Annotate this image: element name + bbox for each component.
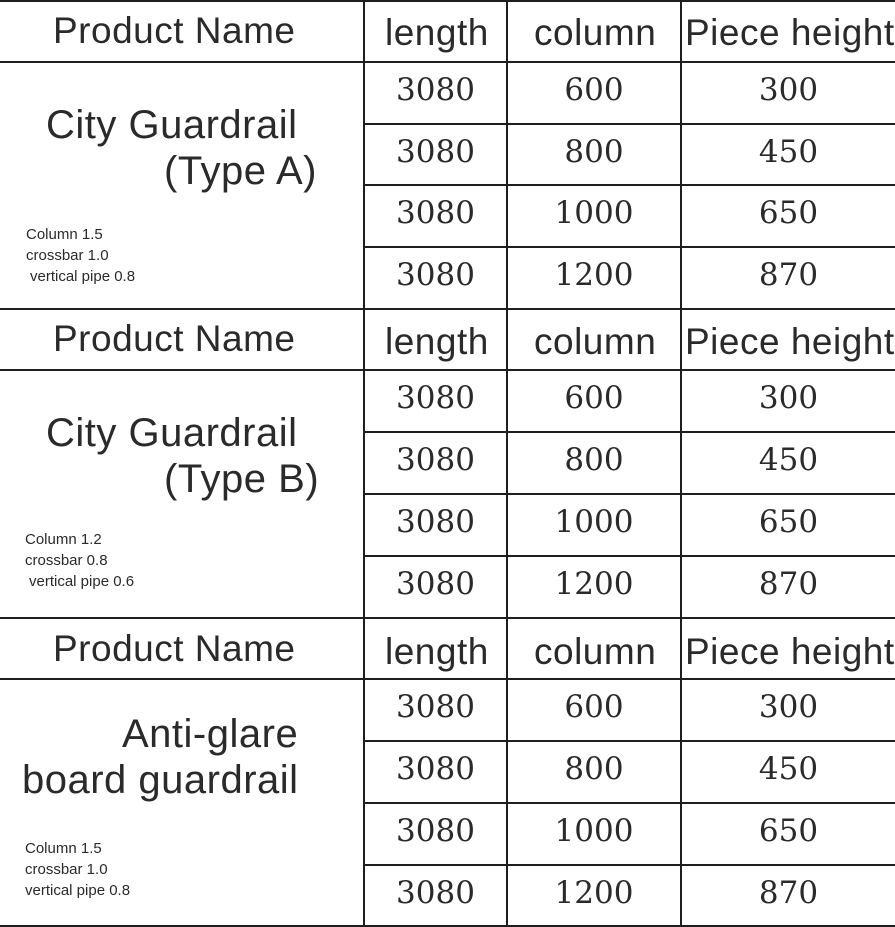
cell-column: 800 bbox=[564, 134, 624, 170]
product-name-line1: Anti-glare bbox=[122, 712, 299, 756]
cell-column: 1000 bbox=[554, 504, 634, 540]
cell-piece-height: 650 bbox=[758, 813, 819, 849]
row-divider bbox=[363, 246, 895, 248]
cell-length: 3080 bbox=[396, 813, 475, 849]
cell-length: 3080 bbox=[396, 380, 475, 416]
row-divider bbox=[363, 864, 895, 866]
cell-length: 3080 bbox=[396, 442, 475, 478]
row-divider bbox=[363, 740, 895, 742]
cell-piece-height: 650 bbox=[758, 195, 819, 231]
cell-column: 600 bbox=[564, 689, 624, 725]
header-column: column bbox=[534, 12, 657, 53]
product-name-line2: (Type B) bbox=[164, 457, 320, 501]
spec-line: crossbar 1.0 bbox=[26, 247, 109, 264]
cell-length: 3080 bbox=[396, 689, 475, 725]
spec-line: vertical pipe 0.8 bbox=[30, 268, 136, 285]
cell-length: 3080 bbox=[396, 134, 475, 170]
spec-line: crossbar 1.0 bbox=[25, 861, 108, 878]
header-column: column bbox=[534, 631, 657, 672]
row-divider bbox=[363, 555, 895, 557]
cell-column: 600 bbox=[564, 72, 624, 108]
cell-piece-height: 300 bbox=[758, 72, 819, 108]
header-length: length bbox=[385, 631, 489, 672]
header-column: column bbox=[534, 321, 657, 362]
cell-piece-height: 300 bbox=[758, 380, 819, 416]
row-divider bbox=[363, 802, 895, 804]
cell-piece-height: 450 bbox=[758, 751, 819, 787]
product-name-line1: City Guardrail bbox=[46, 103, 298, 147]
header-piece-height: Piece height bbox=[685, 12, 895, 53]
row-divider bbox=[363, 123, 895, 125]
spec-line: Column 1.2 bbox=[25, 531, 102, 548]
row-divider bbox=[363, 184, 895, 186]
product-name bbox=[20, 410, 320, 502]
header-piece-height: Piece height bbox=[685, 321, 895, 362]
cell-column: 1200 bbox=[554, 875, 634, 911]
spec-line: Column 1.5 bbox=[25, 840, 102, 857]
spec-line: crossbar 0.8 bbox=[25, 552, 108, 569]
cell-length: 3080 bbox=[396, 875, 475, 911]
row-divider bbox=[363, 493, 895, 495]
product-name bbox=[22, 711, 342, 803]
spec-line: Column 1.5 bbox=[26, 226, 103, 243]
header-product-name: Product Name bbox=[53, 318, 296, 359]
header-piece-height: Piece height bbox=[685, 631, 895, 672]
spec-note bbox=[25, 838, 130, 901]
cell-column: 800 bbox=[564, 751, 624, 787]
cell-piece-height: 870 bbox=[758, 875, 819, 911]
cell-column: 600 bbox=[564, 380, 624, 416]
cell-piece-height: 450 bbox=[758, 134, 819, 170]
cell-length: 3080 bbox=[396, 751, 475, 787]
cell-length: 3080 bbox=[396, 72, 475, 108]
header-divider bbox=[0, 678, 895, 680]
header-product-name: Product Name bbox=[53, 10, 296, 51]
cell-column: 1000 bbox=[554, 813, 634, 849]
header-length: length bbox=[385, 321, 489, 362]
header-divider bbox=[0, 61, 895, 63]
spec-note bbox=[26, 224, 135, 287]
product-name bbox=[20, 102, 317, 194]
cell-length: 3080 bbox=[396, 504, 475, 540]
cell-piece-height: 300 bbox=[758, 689, 819, 725]
cell-length: 3080 bbox=[396, 566, 475, 602]
cell-piece-height: 870 bbox=[758, 257, 819, 293]
product-name-line2: (Type A) bbox=[164, 149, 317, 193]
header-divider bbox=[0, 369, 895, 371]
section-divider bbox=[0, 308, 895, 310]
spec-note bbox=[25, 529, 134, 592]
row-divider bbox=[363, 431, 895, 433]
product-name-line1: City Guardrail bbox=[46, 411, 298, 455]
header-length: length bbox=[385, 12, 489, 53]
table-border bbox=[0, 0, 895, 2]
cell-length: 3080 bbox=[396, 195, 475, 231]
cell-column: 800 bbox=[564, 442, 624, 478]
section-divider bbox=[0, 617, 895, 619]
cell-piece-height: 870 bbox=[758, 566, 819, 602]
spec-line: vertical pipe 0.6 bbox=[29, 573, 135, 590]
cell-length: 3080 bbox=[396, 257, 475, 293]
cell-column: 1200 bbox=[554, 257, 634, 293]
product-name-line2: board guardrail bbox=[22, 758, 299, 802]
header-product-name: Product Name bbox=[53, 628, 296, 669]
cell-piece-height: 450 bbox=[758, 442, 819, 478]
cell-column: 1200 bbox=[554, 566, 634, 602]
cell-column: 1000 bbox=[554, 195, 634, 231]
spec-line: vertical pipe 0.8 bbox=[25, 882, 131, 899]
cell-piece-height: 650 bbox=[758, 504, 819, 540]
